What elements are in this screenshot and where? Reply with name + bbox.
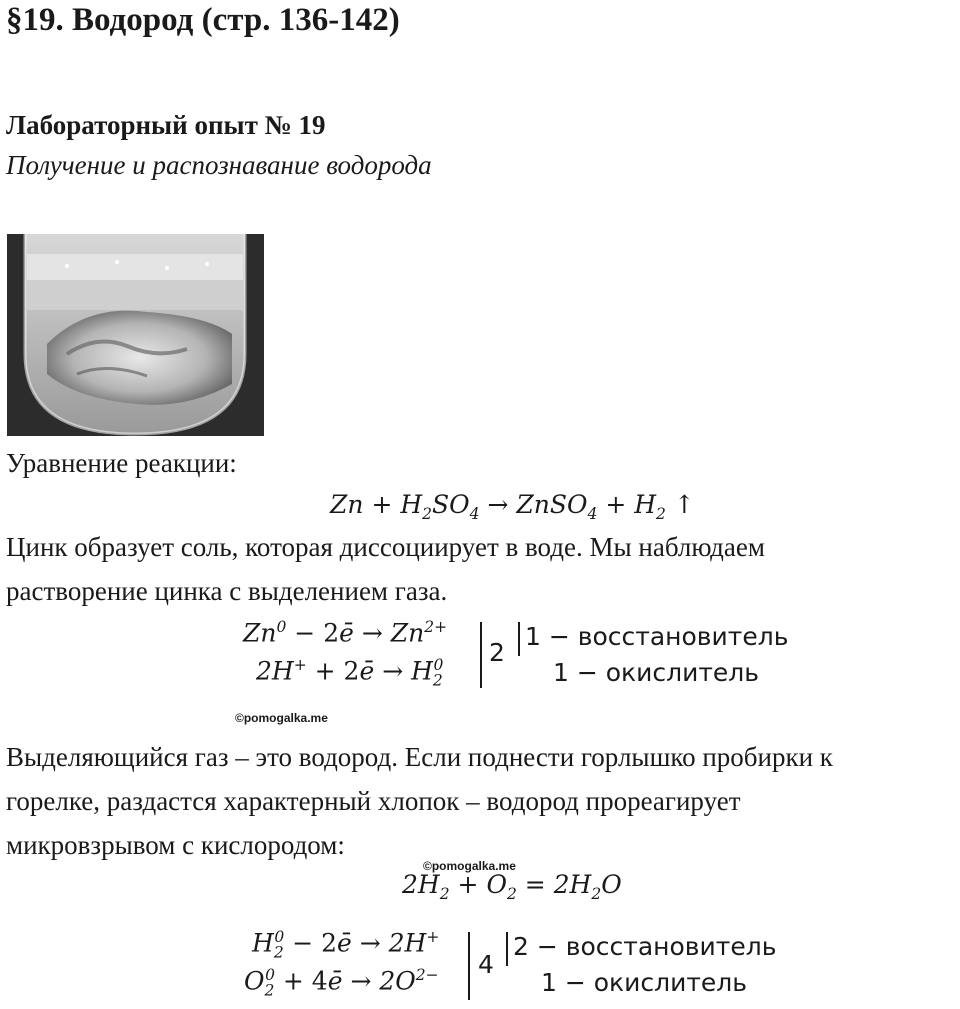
paragraph-line: микровзрывом с кислородом:: [6, 830, 345, 860]
redox1-line2: 2H+ + 2ē → $H_2^0$: [256, 656, 444, 690]
formula-h2: $H_2$: [634, 490, 666, 523]
divider-bar: [506, 932, 508, 966]
reaction-h2-o2: $2H_2 + O_2 = 2H_2O$: [402, 870, 622, 903]
equation-label: Уравнение реакции:: [6, 448, 237, 478]
formula-zn: Zn: [330, 490, 364, 519]
plus-sign: +: [371, 490, 393, 519]
lab-subtitle: Получение и распознавание водорода: [6, 150, 432, 180]
redox1-role-reducer: 1 − восстановитель: [525, 622, 789, 651]
paragraph-line: Выделяющийся газ – это водород. Если поднести горлышко пробирки к: [6, 742, 833, 772]
paragraph-line: растворение цинка с выделением газа.: [6, 576, 448, 606]
reaction-zn-h2so4: [330, 490, 695, 523]
test-tube-photo-icon: [7, 234, 264, 436]
redox1-line1: $Zn^0$ − 2ē → $Zn^{2+}$: [243, 618, 448, 648]
paragraph-line: Цинк образует соль, которая диссоциирует в воде. Мы наблюдаем: [6, 532, 765, 562]
watermark: ©pomogalka.me: [235, 711, 328, 725]
redox2-role-oxidizer: 1 − окислитель: [541, 968, 748, 997]
redox2-line2: $O_2^0$ + 4ē → $2O^{2-}$: [244, 966, 439, 1000]
reaction-arrow: →: [487, 490, 509, 519]
formula-znso4: ZnSO$_4$: [516, 490, 598, 523]
paragraph-line: горелке, раздастся характерный хлопок – водород прореагирует: [6, 786, 741, 816]
lab-title: Лабораторный опыт № 19: [6, 110, 326, 140]
plus-sign: +: [605, 490, 627, 519]
divider-bar: [468, 932, 470, 1000]
redox2-lcm: 4: [478, 950, 494, 979]
divider-bar: [480, 622, 482, 688]
redox1-role-oxidizer: 1 − окислитель: [553, 658, 760, 687]
divider-bar: [518, 622, 520, 656]
gas-arrow-icon: ↑: [673, 490, 695, 519]
formula-h2so4: $H_2SO_4$: [400, 490, 480, 523]
redox2-role-reducer: 2 − восстановитель: [513, 932, 777, 961]
redox1-lcm: 2: [489, 638, 505, 667]
watermark: ©pomogalka.me: [423, 859, 516, 873]
page-title: §19. Водород (стр. 136-142): [6, 2, 400, 38]
redox2-line1: $H_2^0$ − 2ē → 2H+: [252, 928, 440, 962]
